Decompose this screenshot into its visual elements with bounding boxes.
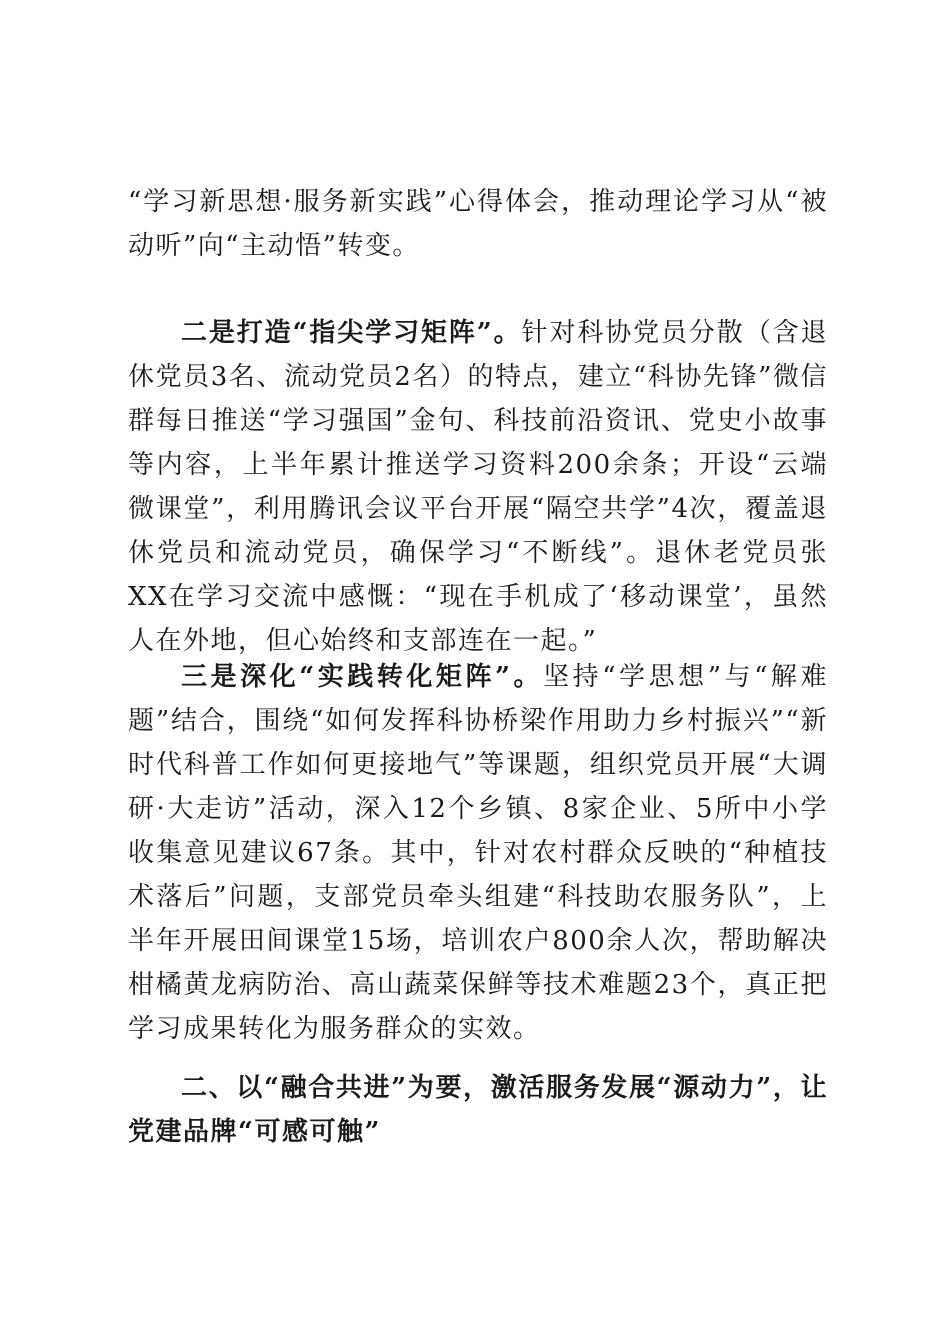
- paragraph-fingertip-learning: [128, 311, 828, 663]
- paragraph-body-fingertip: 针对科协党员分散（含退休党员3名、流动党员2名）的特点，建立“科协先锋”微信群每日推送“学习强国”金句、科技前沿资讯、党史小故事等内容，上半年累计推送学习资料200余条；开设“云端微课堂”，利用腾讯会议平台开展“隔空共学”4次，覆盖退休党员和流动党员，确保学习“不断线”。退休老党员张XX在学习交流中感慨：“现在手机成了‘移动课堂’，虽然人在外地，但心始终和支部连在一起。”: [128, 318, 828, 656]
- paragraph-lead-practice: 三是深化“实践转化矩阵”。: [181, 662, 544, 692]
- paragraph-body-practice: 坚持“学思想”与“解难题”结合，围绕“如何发挥科协桥梁作用助力乡村振兴”“新时代科普工作如何更接地气”等课题，组织党员开展“大调研·大走访”活动，深入12个乡镇、8家企业、5所中小学收集意见建议67条。其中，针对农村群众反映的“种植技术落后”问题，支部党员牵头组建“科技助农服务队”，上半年开展田间课堂15场，培训农户800余人次，帮助解决柑橘黄龙病防治、高山蔬菜保鲜等技术难题23个，真正把学习成果转化为服务群众的实效。: [128, 662, 828, 1044]
- section-heading: 二、以“融合共进”为要，激活服务发展“源动力”，让党建品牌“可感可触”: [128, 1073, 828, 1147]
- paragraph-practice-transformation: [128, 655, 828, 1051]
- paragraph-lead-fingertip: 二是打造“指尖学习矩阵”。: [181, 318, 522, 348]
- paragraph-continuation: “学习新思想·服务新实践”心得体会，推动理论学习从“被动听”向“主动悟”转变。: [128, 187, 828, 261]
